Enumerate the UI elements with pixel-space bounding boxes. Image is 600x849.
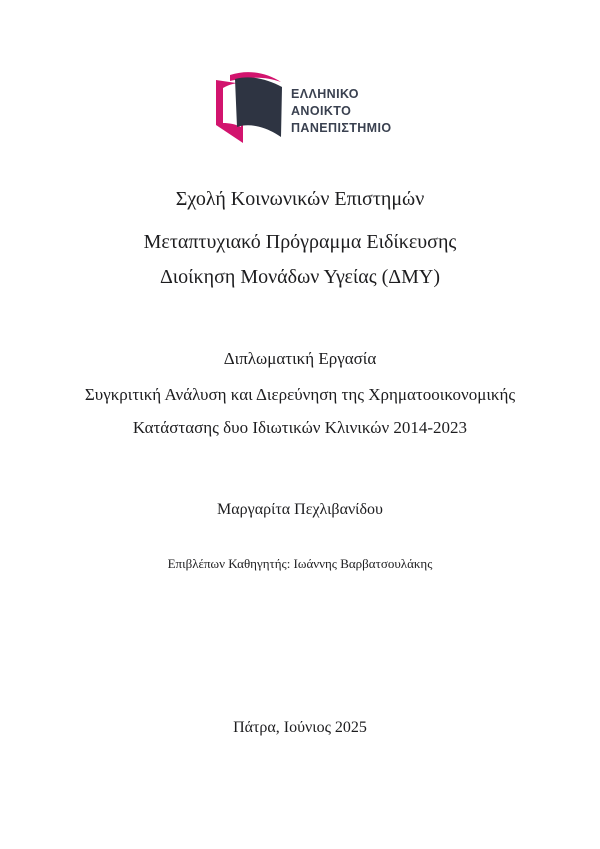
thesis-title-line-2: Κατάστασης δυο Ιδιωτικών Κλινικών 2014-2023 (132, 418, 468, 437)
logo-wordmark-line-2: ΑΝΟΙΚΤΟ (291, 104, 352, 118)
thesis-title-line-1: Συγκριτική Ανάλυση και Διερεύνηση της Χρηματοοικονομικής (84, 385, 516, 404)
author-name: Μαργαρίτα Πεχλιβανίδου (217, 501, 383, 518)
program-type: Μεταπτυχιακό Πρόγραμμα Ειδίκευσης (143, 231, 457, 253)
place-and-date: Πάτρα, Ιούνιος 2025 (233, 719, 367, 736)
school-name: Σχολή Κοινωνικών Επιστημών (175, 188, 425, 210)
program-name: Διοίκηση Μονάδων Υγείας (ΔΜΥ) (159, 266, 441, 288)
logo-wordmark-line-3: ΠΑΝΕΠΙΣΤΗΜΙΟ (291, 121, 392, 135)
supervisor-line: Επιβλέπων Καθηγητής: Ιωάννης Βαρβατσουλάκης (167, 556, 433, 571)
thesis-type-label: Διπλωματική Εργασία (223, 349, 377, 368)
university-logo (213, 69, 392, 147)
open-book-logo-icon (213, 69, 285, 147)
university-logo-wordmark (291, 69, 392, 137)
logo-wordmark-line-1: ΕΛΛΗΝΙΚΟ (291, 87, 359, 101)
